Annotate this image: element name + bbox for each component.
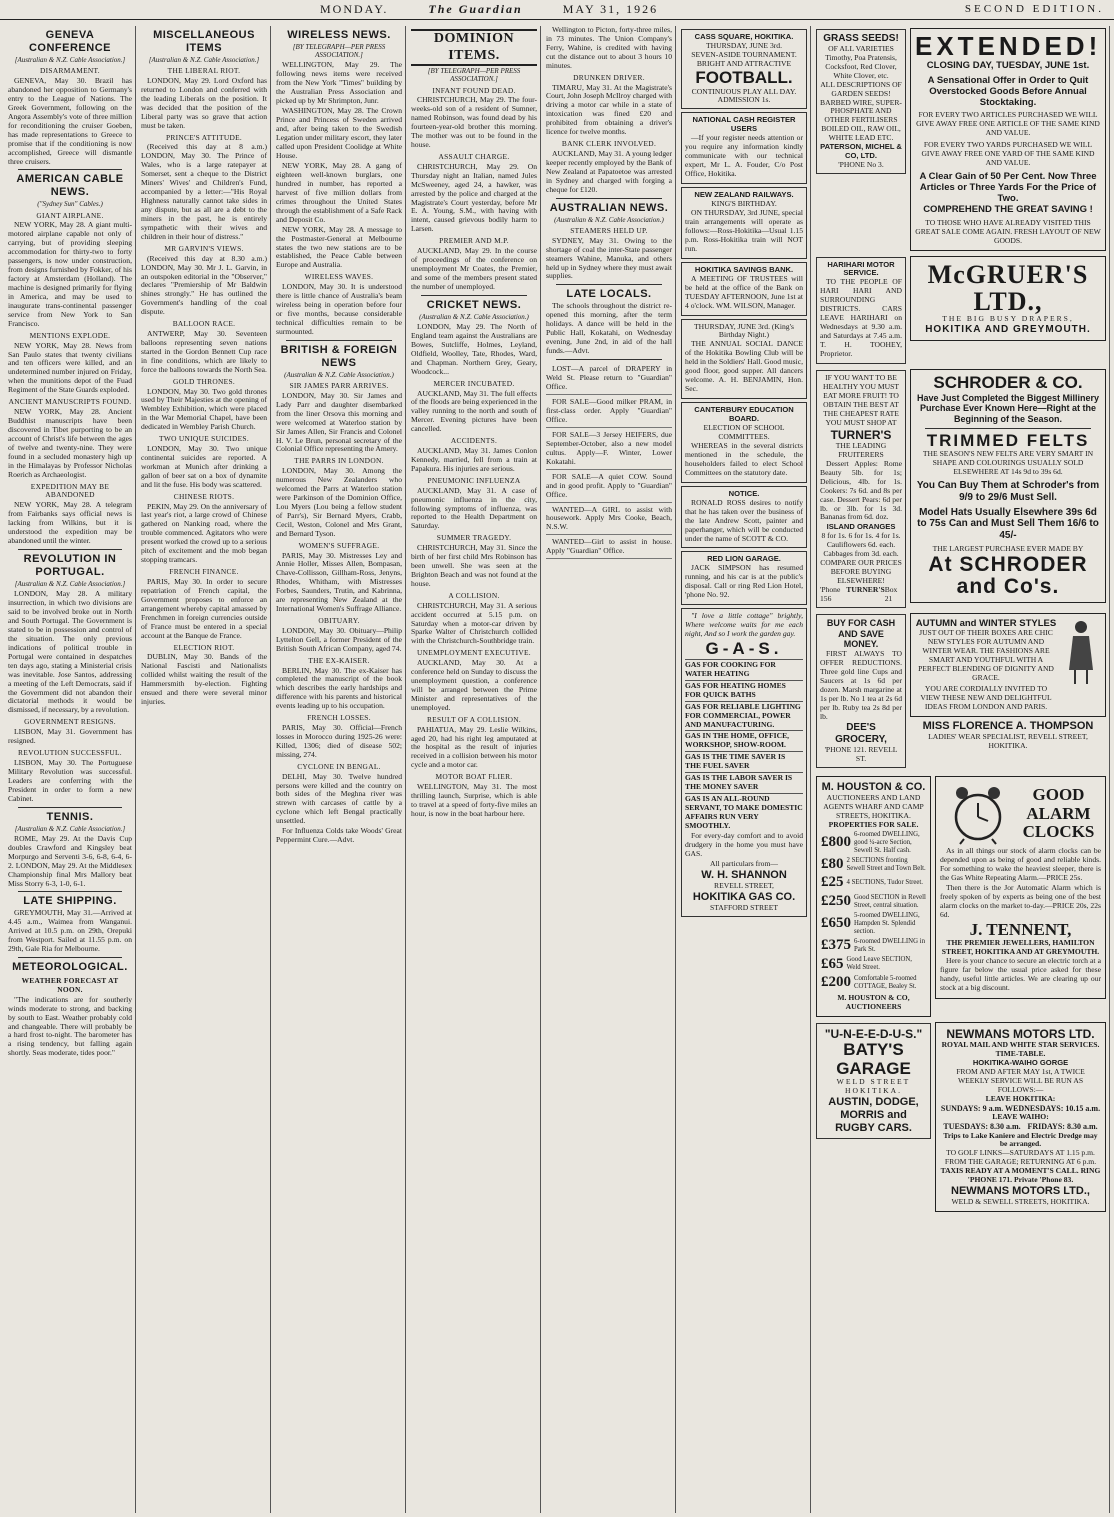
article-text: BERLIN, May 30. The ex-Kaiser has completed the manuscript of the book which describes the early hardships and difference with his parents and historical events leading up to his occupation. (276, 665, 402, 711)
property-desc: Comfortable 5-roomed COTTAGE, Bealey St. (854, 975, 917, 991)
article-text: Wellington to Picton, forty-three miles, in 73 minutes. The Union Company's Ferry, Wahine, is credited with having cut the distance out to about 3 hours 10 minutes. (546, 26, 672, 70)
article-text: AUCKLAND, May 30. At a conference held on Sunday to discuss the unemployment question, a conference will be arranged between the Prime Minister and representatives of the unemployed. (411, 658, 537, 712)
ad-line: M. HOUSTON & CO, AUCTIONEERS (837, 992, 910, 1011)
ad-line: CONTINUOUS PLAY ALL DAY. (691, 86, 797, 96)
red-lion-ad (681, 551, 807, 605)
ad-line: PROPERTIES FOR SALE. (828, 819, 919, 829)
article-text: PAHIATUA, May 29. Leslie Wilkins, aged 20, had his right leg amputated at the hospital as the result of injuries received in a collision between his motor cycle and a motor car. (411, 724, 537, 770)
article-text: LONDON, May 28. A military insurrection, in which two divisions are said to be involved broke out in North and South Portugal. The Government is stated to be in possession and control of the situation. The only previous indications of political trouble in Portugal were contained in despatches ten days ago, stating a Ministerial crisis was inevitable. Jose Santos, addressing a meeting of the Left Democrats, said if the Government did not abandon their dictatorial methods it would be dismissed, if necessary, by a revolution. (8, 589, 132, 715)
ad-line: Trips to Lake Kaniere and Electric Dredge may be arranged. (943, 1130, 1098, 1149)
ad-title: "U-N-E-E-D-U-S." (824, 1026, 923, 1041)
register-ad (681, 112, 807, 184)
headline-dominion: DOMINION ITEMS. (411, 29, 537, 66)
ad-line: SEVEN-ASIDE TOURNAMENT. (691, 49, 797, 59)
subheading: CYCLONE IN BENGAL. (297, 761, 381, 771)
article-text: For Influenza Colds take Woods' Great Peppermint Cure.—Advt. (276, 826, 402, 845)
article-text: LISBON, May 30. The Portuguese Military Revolution was successful. Leaders are conferring with the President in order to form a new Cabinet. (8, 757, 132, 803)
property-item (821, 874, 926, 892)
ad-title: PATERSON, MICHEL & CO, LTD. (820, 142, 902, 161)
property-price: £80 (821, 855, 844, 872)
column-2 (138, 26, 271, 1513)
article-text: "The indications are for southerly winds moderate to strong, and backing by south to East. Weather probably cold and changeable. There will probably be a hard frost to-night. The barometer has a rising tendency, but falling again shortly. Seas moderate, tides poor." (8, 994, 132, 1058)
column-4 (408, 26, 541, 1513)
classified-ad: FOR SALE—A quiet COW. Sound and in good profit. Apply to "Guardian" Office. (546, 471, 672, 503)
article-text: LONDON, May 30. Obituary—Philip Lyttelton Gell, a former President of the British South African Company, aged 74. (276, 625, 402, 653)
source-line: [BY TELEGRAPH—PER PRESS ASSOCIATION.] (292, 42, 386, 60)
article-text: LONDON, May 30. Sir James and Lady Parr and daughter disembarked from the liner Orsova this morning and were welcomed at Waterloo station by Sir James Allen, Sir Francis and Colonel H. V. Le Brun, personal secretary of the Colonial Office representing the Amery. (276, 390, 402, 454)
column-7 (813, 26, 1110, 1513)
turner-ad (816, 370, 906, 608)
source-line: [Australian & N.Z. Cable Association.] (14, 55, 126, 64)
property-desc: 5-roomed DWELLING, Hampden St. Splendid section. (854, 911, 920, 935)
column-3 (273, 26, 406, 1513)
ad-title: NOTICE. (728, 488, 760, 498)
football-ad (681, 29, 807, 109)
gas-line: GAS IS AN ALL-ROUND SERVANT, TO MAKE DOMESTIC AFFAIRS RUN VERY SMOOTHLY. (685, 794, 803, 831)
schedule-entry: WEDNESDAYS: 10.15 a.m. (1005, 1103, 1101, 1113)
fashion-figure-icon (1061, 618, 1101, 688)
article-text: DUBLIN, May 30. Bands of the National Fascisti and Nationalists collided whilst waiting the result of the Hammersmith by-election. Fighting ensued and there were several minor injuries. (141, 652, 267, 707)
ad-line: BRIGHT AND ATTRACTIVE (696, 58, 792, 68)
ad-title: BUY FOR CASH AND SAVE MONEY. (826, 618, 896, 650)
subheading: WIRELESS WAVES. (304, 272, 374, 282)
gas-line: GAS FOR RELIABLE LIGHTING FOR COMMERCIAL, POWER AND MANUFACTURING. (685, 701, 803, 731)
article-text: ROME, May 29. At the Davis Cup doubles Crawford and Kingsley beat Morpurgo and Serventi 3-6, 6-8, 6-4, 6-2. LONDON, May 29. At the Middlesex Championship final Mrs Mallory beat Miss Storry 6-3, 1-0, 6-1. (8, 833, 132, 888)
ad-line: THE SEASON'S NEW FELTS ARE VERY SMART IN SHAPE AND COLOURINGS USUALLY SOLD ELSEWHERE AT 14s 9d to 39s 6d. (922, 449, 1094, 477)
article-text: LONDON, May 29. The North of England team against the Australians are Bowes, Sutcliffe, Holmes, Leyland, Oldfield, Woolley, Tate, Rhodes, Ward, and Chapman. Northern Grey, Geary, Woodcock... (411, 322, 537, 376)
subheading: THE LIBERAL RIOT. (167, 66, 241, 76)
houston-ad (816, 776, 931, 1017)
article-text: PARIS, May 30. Official—French losses in Morocco during 1925-26 were: Killed, 1306; died of disease 502; missing, 274. (276, 723, 402, 759)
article-text: DELHI, May 30. Twelve hundred persons were killed and the country on both sides of the Meghna river was strewn with carcases of cattle by a cyclone which left Bengal practically unsettled. (276, 771, 402, 826)
ad-line: 'PHONE No 3. (838, 160, 884, 170)
subheading: PNEUMONIC INFLUENZA (427, 475, 521, 485)
subheading: ELECTION RIOT. (173, 642, 235, 652)
ad-feature: EXTENDED! (915, 31, 1102, 61)
headline-shipping: LATE SHIPPING. (23, 895, 117, 908)
source-line: [Australian & N.Z. Cable Association.] (14, 824, 126, 833)
gas-line: GAS FOR COOKING FOR WATER HEATING (685, 659, 803, 680)
gas-line: GAS FOR HEATING HOMES FOR QUICK BATHS (685, 680, 803, 701)
ad-title: A Clear Gain of 50 Per Cent. Now Three Articles or Three Yards For the Price of Two. (919, 170, 1097, 205)
property-price: £250 (821, 893, 851, 910)
ad-text: TO THE PEOPLE OF HARI HARI AND SURROUNDING DISTRICTS. CARS LEAVE HARIHARI on Wednesdays at 9.30 a.m. and Saturdays at 7.45 a.m. T. H. TOOHEY, Proprietor. (820, 277, 902, 359)
ad-line: THURSDAY, JUNE 3rd. (King's Birthday Night.) (694, 321, 794, 340)
ad-feature: At SCHRODER and Co's. (928, 552, 1088, 599)
subheading: GOLD THRONES. (172, 376, 236, 386)
schedule-entry: TUESDAYS: 8.30 a.m. (943, 1122, 1021, 1132)
ad-title: TURNER'S (830, 427, 892, 442)
column-5 (543, 26, 676, 1513)
article-text: WELLINGTON, May 29. The following news items were received from the New York "Times" building by the Australian Press Association and picked up by Mr Shrimpton, Junr. (276, 60, 402, 106)
ad-title: NEWMANS MOTORS LTD. (946, 1026, 1095, 1041)
article-text: GENEVA, May 30. Brazil has abandoned her opposition to Germany's entry to the League of Nations. The Greek Government, following on the Angora Assembly's vote of three million for reconditioning the cruiser Goeben, has made representations to Greece to promise that if the conditioning is now accomplished, Greece will dismantle three cruisers. (8, 75, 132, 166)
subheading: ANCIENT MANUSCRIPTS FOUND. (8, 397, 132, 407)
dee-grocery-ad (816, 614, 906, 768)
source-line: [BY TELEGRAPH—PER PRESS ASSOCIATION.] (427, 67, 521, 84)
source-line: (Australian & N.Z. Cable Association.) (419, 312, 529, 321)
gas-line: GAS IN THE HOME, OFFICE, WORKSHOP, SHOW-ROOM. (685, 730, 803, 751)
subheading: SUMMER TRAGEDY. (436, 533, 512, 543)
ad-title: Have Just Completed the Biggest Millinery Purchase Ever Known Here—Right at the Beginning of the Season. (916, 392, 1100, 424)
gas-line: GAS IS THE LABOR SAVER IS THE MONEY SAVER (685, 772, 803, 793)
subheading: REVOLUTION SUCCESSFUL. (18, 748, 122, 758)
ad-line: FOR EVERY TWO ARTICLES PURCHASED WE WILL GIVE AWAY FREE ONE ARTICLE OF THE SAME KIND AND VALUE. (916, 110, 1100, 138)
ad-line: REVELL STREET, (714, 880, 774, 890)
property-item (821, 831, 926, 855)
ad-line: JUST OUT OF THEIR BOXES ARE CHIC NEW STYLES FOR AUTUMN AND WINTER WEAR. THE FASHIONS ARE SMART AND YOUTHFUL WITH A PERFECT BLENDING OF DIGNITY AND GRACE. (918, 628, 1054, 682)
gas-line: GAS IS THE TIME SAVER IS THE FUEL SAVER (685, 751, 803, 772)
property-desc: Good Leave SECTION, Weld Street. (846, 956, 912, 972)
alarm-clocks-ad (935, 776, 1106, 999)
subheading: UNEMPLOYMENT EXECUTIVE. (417, 648, 531, 658)
ad-title: A Sensational Offer in Order to Quit Overstocked Goods Before Annual Stocktaking. (927, 74, 1089, 108)
ad-text: —If your register needs attention or you require any information kindly communicate with our technical expert, Mr L. A. Fouder, C/o Post Office, Hokitika. (685, 133, 803, 179)
property-price: £650 (821, 915, 851, 932)
ad-text: WHEREAS in the several districts mentioned in the schedule, the householders failed to elect School Committees on the statutory date. (685, 440, 803, 477)
ad-line: YOU ARE CORDIALLY INVITED TO VIEW THESE NEW AND DELIGHTFUL IDEAS FROM LONDON AND PARIS. (920, 683, 1052, 711)
ad-title: W. H. SHANNON (701, 868, 787, 881)
subheading: RESULT OF A COLLISION. (426, 714, 522, 724)
masthead-date: MAY 31, 1926 (562, 1, 659, 16)
property-item (821, 937, 926, 955)
ad-title: M. HOUSTON & CO. (821, 780, 926, 793)
ad-line: IF YOU WANT TO BE HEALTHY YOU MUST EAT MORE FRUIT! TO OBTAIN THE BEST AT THE CHEAPEST RATE YOU MUST SHOP AT (823, 372, 899, 427)
ad-title: MISS FLORENCE A. THOMPSON (922, 719, 1094, 732)
source-line: (Australian & N.Z. Cable Association.) (284, 370, 394, 379)
ad-line: ALL DESCRIPTIONS OF GARDEN SEEDS! (820, 79, 902, 98)
property-price: £375 (821, 936, 851, 953)
ad-title: AUTUMN and WINTER STYLES (915, 618, 1057, 630)
ad-line: Timothy, Poa Pratensis, Cocksfoot, Red Clover, White Clover, etc. (825, 52, 897, 80)
subheading: THE PARRS IN LONDON. (294, 456, 384, 466)
article-text: AUCKLAND, May 31. A case of pneumonic influenza in the city, following symptoms of influenza, was reported to the Health Department on Saturday. (411, 485, 537, 531)
masthead-edition: SECOND EDITION. (964, 3, 1104, 16)
source-line: [Australian & N.Z. Cable Association.] (14, 579, 126, 588)
property-desc: 6-roomed DWELLING in Park St. (854, 937, 925, 953)
subheading: WEATHER FORECAST AT NOON. (21, 976, 119, 994)
classified-ad: WANTED—Girl to assist in house. Apply "Guardian" Office. (546, 536, 672, 559)
phone-number: 'Phone 156 (820, 585, 841, 604)
ad-line: THE LARGEST PURCHASE EVER MADE BY (932, 544, 1084, 554)
dance-ad (681, 319, 807, 400)
ad-line: WELD & SEWELL STREETS, HOKITIKA. (951, 1197, 1090, 1207)
subheading: FRENCH LOSSES. (307, 713, 371, 723)
property-list (821, 831, 926, 992)
article-text: PARIS, May 30. Mistresses Ley and Annie Holler, Misses Allen, Bompasan, Chave-Collisson, Gillham-Ross, Jenyns, Rhodes, Whitham, with Mistresses Forbes, Saunders, Trutin, and Kabrinna, are representing New Zealand at the International Women's Suffrage Alliance. (276, 550, 402, 614)
article-text: LISBON, May 31. Government has resigned. (8, 727, 132, 746)
headline-misc: MISCELLANEOUS ITEMS (153, 29, 255, 54)
article-text: CHRISTCHURCH, May 29. The four-weeks-old son of a resident of Sumner, named Robinson, was found dead by his fourteen-year-old brother this morning. The mother was out to be found in the house. (411, 95, 537, 150)
headline-locals: LATE LOCALS. (566, 288, 652, 301)
subheading: PREMIER AND M.P. (439, 236, 509, 246)
ad-line: 8 for 1s. 6 for 1s. 4 for 1s. Cauliflowers 6d. each. Cabbages from 3d. each. COMPARE OUR PRICES BEFORE BUYING ELSEWHERE! (820, 531, 902, 586)
ad-line: THE PREMIER JEWELLERS, HAMILTON STREET, HOKITIKA AND AT GREYMOUTH. (941, 938, 1100, 957)
ad-line: TO GOLF LINKS—SATURDAYS AT 1.15 p.m. FROM THE GARAGE; RETURNING AT 6 p.m. (944, 1148, 1097, 1167)
property-desc: 6-roomed DWELLING, good ¼-acre Section, Sewell St. Half cash. (854, 830, 920, 854)
ad-text: For every-day comfort and to avoid drudgery in the home you must have GAS. (685, 831, 803, 858)
masthead-day: MONDAY. (320, 1, 389, 16)
extended-sale-ad (910, 28, 1106, 251)
headline-meteorological: METEOROLOGICAL. (12, 961, 128, 974)
article-text: (Received this day at 8 a.m.) LONDON, May 30. The Prince of Wales, who is a large ratepayer at Somerset, sent a cheque to the District Miners' Wives' and Children's Fund, accompanied by a letter:—"His Royal Highness naturally cannot take sides in any dispute, but as all are a debt to the miners in the past, he is entirely sympathetic with their wives and children in their hour of distress." (141, 142, 267, 241)
classified-ad: FOR SALE—3 Jersey HEIFERS, due September-October, also a new model cultus. Apply—F. Winter, Lower Kokatahi. (546, 429, 672, 470)
headline-australian: AUSTRALIAN NEWS. (549, 201, 669, 214)
ad-title: DEE'S GROCERY, (835, 722, 887, 746)
ad-title: NEWMANS MOTORS LTD., (951, 1185, 1090, 1198)
ad-line: OF ALL VARIETIES (828, 43, 894, 53)
article-text: LONDON, May 30. Among the numerous New Zealanders who welcomed the Parrs at Waterloo station were Parkinson of the Dominion Office, Lou Myers (Lou being a fellow student of Parr's), Sir Bernard Myers, Crabb, Cecil, Weston, Colonel and Mrs Grant, and Bernard Tyson. (276, 466, 402, 538)
ad-text: ON THURSDAY, 3rd JUNE, special train arrangements will operate as follows:—Ross-Hokitika—Usual 1.15 p.m. Ross-Hokitika train will NOT run. (685, 207, 803, 253)
gas-ad (681, 608, 807, 916)
article-text: CHRISTCHURCH, May 29. On Thursday night an Italian, named Jules McSweeney, aged 24, a hawker, was arrested by the police and charged at the Magistrate's Court yesterday, before Mr E. A. Young, S.M., with having with intent, caused grievous bodily harm to Larsen. (411, 161, 537, 234)
column-1 (5, 26, 136, 1513)
ad-feature: SCHRODER & CO. (933, 372, 1083, 392)
notice-ad (681, 486, 807, 549)
article-text: CHRISTCHURCH, May 31. Since the birth of her first child Mrs Robinson has been unwell. She was seen at the Brighton Beach and was not found at the house. (411, 543, 537, 588)
ad-line: ROYAL MAIL AND WHITE STAR SERVICES. (941, 1040, 1100, 1050)
ad-title: RED LION GARAGE. (707, 554, 781, 564)
ad-line: THE BIG BUSY DRAPERS, (942, 314, 1074, 324)
ad-line: All particulars from— (710, 858, 778, 868)
article-text: AUCKLAND, May 31. James Conlon Kennedy, married, fell from a train at Papakura. His injuries are serious. (411, 446, 537, 473)
ad-line: LEAVE WAIHO: (992, 1112, 1049, 1122)
subheading: SIR JAMES PARR ARRIVES. (289, 381, 389, 391)
article-text: NEW YORK, May 28. Ancient Buddhist manuscripts have been discovered in Tibet purporting to be an account of Christ's life between the ages of twelve and twenty-nine. They were found in a secluded monastery high up in the Himalayas by Professor Nicholas Roerich as Archaeologist. (8, 407, 132, 479)
classified-ad: LOST—A parcel of DRAPERY in Weld St. Please return to "Guardian" Office. (546, 363, 672, 395)
property-item (821, 956, 926, 974)
article-text: WASHINGTON, May 28. The Crown Prince and Princess of Sweden arrived and, after being taken to the Swedish Legation under military escort, they later called upon President Coolidge at White House. (276, 106, 402, 160)
gas-lines (685, 659, 803, 832)
subheading: DRUNKEN DRIVER. (573, 72, 645, 82)
property-desc: 2 SECTIONS fronting Sewell Street and Town Belt. (846, 856, 926, 872)
subheading: DISARMAMENT. (40, 66, 100, 76)
ad-line: FOR EVERY TWO YARDS PURCHASED WE WILL GIVE AWAY FREE ONE YARD OF THE SAME KIND AND VALUE. (921, 139, 1095, 167)
ad-title: Model Hats Usually Elsewhere 39s 6d to 75s Can and Must Sell Them 16/6 to 45/- (917, 506, 1099, 542)
ad-text: As in all things our stock of alarm clocks can be depended upon as being of good and reliable kinds. For something to wake the heaviest sleeper, there is the Gas White Repeating Alarm.—PRICE 25s. (940, 845, 1101, 882)
headline-portugal: REVOLUTION IN PORTUGAL. (23, 552, 117, 578)
article-text: (Received this day at 8.30 a.m.) LONDON, May 30. Mr J. L. Garvin, in an outspoken editorial in the "Observer," declares "Premiership of Mr Baldwin shines strongly." He has outlined the Government's handling of the coal dispute. (141, 253, 267, 317)
article-text: SYDNEY, May 31. Owing to the shortage of coal the inter-State passenger steamers Wahine, Manuka, and others held up in Sydney where they must await supplies. (546, 235, 672, 281)
ad-line: THURSDAY, JUNE 3rd. (706, 40, 782, 50)
property-item (821, 856, 926, 874)
mcgruer-ad (910, 256, 1106, 341)
subheading: EXPEDITION MAY BE ABANDONED (30, 481, 110, 500)
article-text: CHRISTCHURCH, May 31. A serious accident occurred at 5.15 p.m. on Saturday when a motor-car driven by Sparke Walter of Christchurch collided with the Christchurch-Southbridge train. (411, 600, 537, 646)
savings-bank-ad (681, 262, 807, 316)
ad-line: ELECTION OF SCHOOL COMMITTEES. (703, 423, 785, 441)
source-line: [Australian & N.Z. Cable Association.] (148, 55, 260, 64)
article-text: AUCKLAND, May 31. The full effects of the floods are being experienced in the valley running to the north and south of Mercer. Evening pictures have been cancelled. (411, 388, 537, 434)
ad-text: Then there is the Jor Automatic Alarm which is freely spoken of by experts as being one of the best alarm clocks on the market to-day.—PRICE 20s, 22s 6d. (940, 882, 1101, 919)
railways-ad (681, 187, 807, 259)
education-ad (681, 402, 807, 483)
ad-text: Here is your chance to secure an electric torch at a figure far below the usual price asked for these handy, useful little articles. We are clearing up our stock at a big discount. (940, 956, 1101, 993)
subheading: WOMEN'S SUFFRAGE. (298, 540, 380, 550)
ad-feature: BATY'S GARAGE (836, 1040, 911, 1078)
subheading: BANK CLERK INVOLVED. (561, 139, 657, 149)
classified-ad: WANTED—A GIRL to assist with housework. Apply Mrs Cooke, Beach, N.S.W. (546, 504, 672, 536)
ad-text: RONALD ROSS desires to notify that he has taken over the business of the late Andrew Scott, painter and paperhanger, which will be conducted under the name of SCOTT & CO. (685, 497, 803, 543)
ad-feature: FOOTBALL. (695, 67, 793, 87)
subheading: THE EX-KAISER. (308, 655, 370, 665)
article-text: LONDON, May 30. Two unique continental suicides are reported. A workman at Munich after drinking a gallon of beer sat on a box of dynamite and lit the fuse. His body was scattered. (141, 444, 267, 489)
property-desc: 4 SECTIONS, Tudor Street. (846, 879, 923, 887)
ad-text: THE ANNUAL SOCIAL DANCE of the Hokitika Bowling Club will be held in the Soldiers' Hall. Good music, good floor, good supper. All dancers welcome. A. H. BENJAMIN, Hon. Sec. (685, 339, 803, 394)
ad-text: "I love a little cottage" brightly, Where welcome waits for me each night, And so I work the garden gay. (685, 611, 803, 639)
ad-title: TURNER'S (846, 585, 885, 595)
ad-line: ADMISSION 1s. (717, 95, 771, 105)
article-text: PARIS, May 30. In order to secure repatriation of French capital, the Government proposes to enforce an arrangement whereby capital amassed by Frenchmen in foreign currencies outside of France must be entered in a special account at the Banque de France. (141, 576, 267, 640)
ad-text: Dessert Apples: Rome Beauty 5lb. for 1s; Delicious, 4lb. for 1s. Cookers: 7s 6d. and 8s per case. Dessert Pears: 6d per lb. or 3lb. for 1s 3d. Bananas from 6d. doz. (820, 458, 902, 522)
masthead-title: The Guardian (428, 1, 523, 16)
subheading: MR GARVIN'S VIEWS. (164, 243, 244, 253)
seeds-ad (816, 29, 906, 174)
classified-ads (546, 363, 672, 559)
column-6 (678, 26, 811, 1513)
property-item (821, 974, 926, 992)
ad-line: LADIES' WEAR SPECIALIST, REVELL STREET, HOKITIKA. (928, 731, 1088, 750)
ad-title: HARIHARI MOTOR SERVICE. (827, 259, 895, 278)
ad-feature: G-A-S. (705, 639, 783, 659)
article-text: AUCKLAND, May 31. A young ledger keeper recently employed by the Bank of New Zealand at Papatoetoe was arrested in Sydney and charged with forging a cheque for £120. (546, 148, 673, 194)
headline-tennis: TENNIS. (46, 810, 94, 823)
headline-geneva: GENEVA CONFERENCE (28, 29, 111, 54)
article-text: LONDON, May 29. Lord Oxford has returned to London and conferred with the leading Liberals on the position. It was decided that the position of the Liberal party was so grave that action must be taken. (141, 75, 267, 130)
ad-text: A MEETING OF TRUSTEES will be held at the office of the Bank on TUESDAY AFTERNOON, June 1st at 4 o'clock. WM. WILSON, Manager. (685, 273, 803, 310)
article-text: TIMARU, May 31. At the Magistrate's Court, John Joseph McIlroy charged with driving a motor car while in a state of intoxication was fined £20 and prohibited from obtaining a driver's licence for twelve months. (546, 82, 672, 137)
ad-line: LEAVE HOKITIKA: (985, 1093, 1056, 1103)
subheading: MENTIONS EXPLODE. (29, 330, 111, 340)
article-text: WELLINGTON, May 31. The most thrilling launch, Surprise, which is able to travel at a speed of forty-five miles an hour, is now in the boat harbour here. (411, 782, 537, 818)
article-text: NEW YORK, May 28. News from San Paulo states that twenty civilians and ten officers were killed, and an undetermined number injured on Friday, when the munitions depot of the Fuad Regiment of the State Guards exploded. (8, 340, 132, 395)
ad-feature: McGRUER'S LTD., (927, 259, 1089, 316)
ad-text: JACK SIMPSON has resumed running, and his car is at the public's disposal. Call or ring Red Lion Hotel, 'phone No. 92. (685, 563, 803, 600)
subheading: FRENCH FINANCE. (169, 567, 239, 577)
ad-line: AUCTIONEERS AND LAND AGENTS WHARF AND CAMP STREETS, HOKITIKA. (823, 792, 924, 820)
ad-title: NEW ZEALAND RAILWAYS. (694, 190, 794, 200)
subheading: BALLOON RACE. (172, 319, 236, 329)
newmans-motors-ad (935, 1022, 1106, 1212)
subheading: CHINESE RIOTS. (173, 491, 235, 501)
subheading: MOTOR BOAT FLIER. (435, 772, 513, 782)
ad-title: HOKITIKA AND GREYMOUTH. (925, 324, 1091, 336)
schedule-entry: SUNDAYS: 9 a.m. (940, 1103, 1004, 1113)
property-price: £800 (821, 833, 851, 850)
subheading: A COLLISION. (448, 590, 500, 600)
ad-title: CLOSING DAY, TUESDAY, JUNE 1st. (926, 60, 1090, 72)
subheading: GIANT AIRPLANE. (36, 210, 104, 220)
ad-title: NATIONAL CASH REGISTER USERS (692, 115, 796, 134)
ad-feature: CLOCKS (1022, 822, 1095, 842)
classified-ad: FOR SALE—Good milker PRAM, in first-class order. Apply "Guardian" Office. (546, 396, 672, 428)
headline-wireless: WIRELESS NEWS. (287, 29, 391, 41)
ad-line: BARBED WIRE, SUPER-PHOSPHATE AND OTHER FERTILISERS BOILED OIL, RAW OIL, WHITE LEAD ETC. (820, 97, 902, 143)
article-text: NEW YORK, May 28. A giant multi-motored airplane capable not only of carrying, but of providing sleeping accommodation for thirty-two to forty passengers, is now under construction, from designs furnished by Fokker, of his factory at Amsterdam (Holland). The machine is designed primarily for flying in America, and may be used to inaugurate trans-continental passenger service from New York to San Francisco. (8, 220, 132, 328)
subheading: MERCER INCUBATED. (433, 378, 515, 388)
subheading: STEAMERS HELD UP. (570, 225, 648, 235)
source-line: (Australian & N.Z. Cable Association.) (554, 215, 664, 224)
headline-american: AMERICAN CABLE NEWS. (16, 173, 124, 199)
ad-title: AUSTIN, DODGE, MORRIS and RUGBY CARS. (828, 1096, 919, 1135)
subheading: PRINCE'S ATTITUDE. (165, 132, 243, 142)
subheading: ASSAULT CHARGE. (438, 151, 510, 161)
headline-cricket: CRICKET NEWS. (426, 298, 522, 311)
article-text: GREYMOUTH, May 31.—Arrived at 4.45 a.m., Waimea from Wanganui. Arrived at 10.5 p.m. on 29th, Orepuki from Westport. Sailed at 11.55 p.m. on 29th, Gale Ria for Melbourne. (8, 908, 132, 954)
ad-title: HOKITIKA SAVINGS BANK. (694, 264, 794, 274)
ad-feature: ALARM (1026, 803, 1091, 823)
ad-line: THE LEADING FRUITERERS (835, 440, 887, 459)
ad-line: 'PHONE 121. REVELL ST. (824, 745, 898, 764)
ad-line: TAXIS READY AT A MOMENT'S CALL. RING 'PHONE 171. Private 'Phone 83. (940, 1166, 1101, 1185)
article-text: AUCKLAND, May 29. In the course of proceedings of the conference on unemployment Mr Coates, the Premier, and some of the members present stated the number of unemployed. (411, 246, 537, 291)
article-text: LONDON, May 30. Two gold thrones used by Their Majesties at the opening of Wembley Exhibition, which were placed in the War Memorial Chapel, have been dedicated in Wembley Parish Church. (141, 386, 267, 432)
article-text: NEW YORK, May 28. A gang of eighteen well-known burglars, one hundred in number, has reported a harvest of five million dollars from crimes throughout the United States through the establishment of a Safe Rack and Deposit Co. (276, 160, 402, 224)
ad-title: HOKITIKA-WAIHO GORGE (972, 1057, 1069, 1067)
article-text: The schools throughout the district re-opened this morning, after the term holidays. A dance will be held in the Public Hall, Kokatahi, on Wednesday evening, June 2nd, in aid of the hall funds.—Advt. (546, 301, 672, 356)
property-price: £25 (821, 874, 844, 891)
property-price: £200 (821, 974, 851, 991)
article-text: LONDON, May 30. It is understood there is little chance of Australia's beam wireless being in operation before four or five months, because considerable technical difficulties remain to be surmounted. (276, 282, 402, 336)
source-line: ("Sydney Sun" Cables.) (37, 200, 103, 209)
property-desc: Good SECTION in Revell Street, central situation. (854, 894, 926, 910)
ad-title: CASS SQUARE, HOKITIKA. (694, 32, 794, 41)
article-text: PEKIN, May 29. On the anniversary of last year's riot, a large crowd of Chinese gathered on Nanking road, where the trouble commenced. Agitators who were present worked the crowd up to a serious pitch of excitement and the mob began stopping tramcars. (141, 501, 267, 565)
headline-british: BRITISH & FOREIGN NEWS (280, 343, 398, 369)
schedule-entry: FRIDAYS: 8.30 a.m. (1027, 1122, 1098, 1132)
ad-feature: J. TENNENT, (969, 919, 1072, 939)
article-text: NEW YORK, May 28. A message to the Postmaster-General at Melbourne states the two new stations are to be established, the Peace Cable between Europe and Australia. (276, 224, 402, 270)
property-item (821, 893, 926, 911)
ad-title: ISLAND ORANGES (826, 522, 896, 532)
ad-title: HOKITIKA GAS CO. (692, 890, 796, 903)
batys-garage-ad (816, 1023, 931, 1139)
ad-feature: TRIMMED FELTS (926, 430, 1090, 450)
ad-line: TO THOSE WHO HAVE ALREADY VISITED THIS GREAT SALE COME AGAIN. FRESH LAYOUT OF NEW GOODS. (915, 217, 1101, 245)
ad-title: COMPREHEND THE GREAT SAVING ! (923, 204, 1093, 216)
ad-title: You Can Buy Them at Schroder's from 9/9 to 29/6 Must Sell. (916, 480, 1100, 503)
ad-feature: GOOD (1032, 784, 1085, 804)
alarm-clock-icon (948, 783, 1008, 845)
ad-line: FROM AND AFTER MAY 1st, A TWICE WEEKLY SERVICE WILL BE RUN AS FOLLOWS:— (956, 1066, 1085, 1094)
subheading: OBITUARY. (318, 616, 360, 626)
thompson-ad (910, 613, 1106, 717)
subheading: GOVERNMENT RESIGNS. (24, 717, 116, 727)
ad-line: STAFFORD STREET (710, 902, 778, 912)
subheading: TWO UNIQUE SUICIDES. (159, 434, 249, 444)
property-item (821, 912, 926, 936)
article-text: ANTWERP, May 30. Seventeen balloons representing seven nations started in the Gordon Bennett Cup race in fine conditions, which are likely to force the balloons towards the North Sea. (141, 329, 267, 374)
masthead (0, 0, 1114, 20)
ad-line: TIME-TABLE. (995, 1048, 1046, 1058)
box-number: Box 21 (884, 585, 898, 604)
subheading: INFANT FOUND DEAD. (432, 85, 516, 95)
ad-text: FIRST ALWAYS TO OFFER REDUCTIONS. Three gold line Cups and Saucers at 1s 6d per dozen. Marsh margarine at 1s per lb. No 1 tea at 2s 6d per lb. Ruby tea 2s 8d per lb. (820, 648, 902, 721)
ad-title: CANTERBURY EDUCATION BOARD. (694, 405, 794, 424)
schroder-ad (910, 369, 1106, 603)
subheading: ACCIDENTS. (450, 436, 498, 446)
ad-title: GRASS SEEDS! (823, 33, 899, 44)
ad-line: KING'S BIRTHDAY. (711, 199, 777, 209)
property-price: £65 (821, 955, 844, 972)
article-text: NEW YORK, May 28. A telegram from Fairbanks says official news is lacking from Wilkins, but it is understood the expedition may be abandoned until the winter. (8, 500, 132, 545)
harihari-ad (816, 257, 906, 364)
ad-line: WELD STREET HOKITIKA. (836, 1077, 911, 1096)
